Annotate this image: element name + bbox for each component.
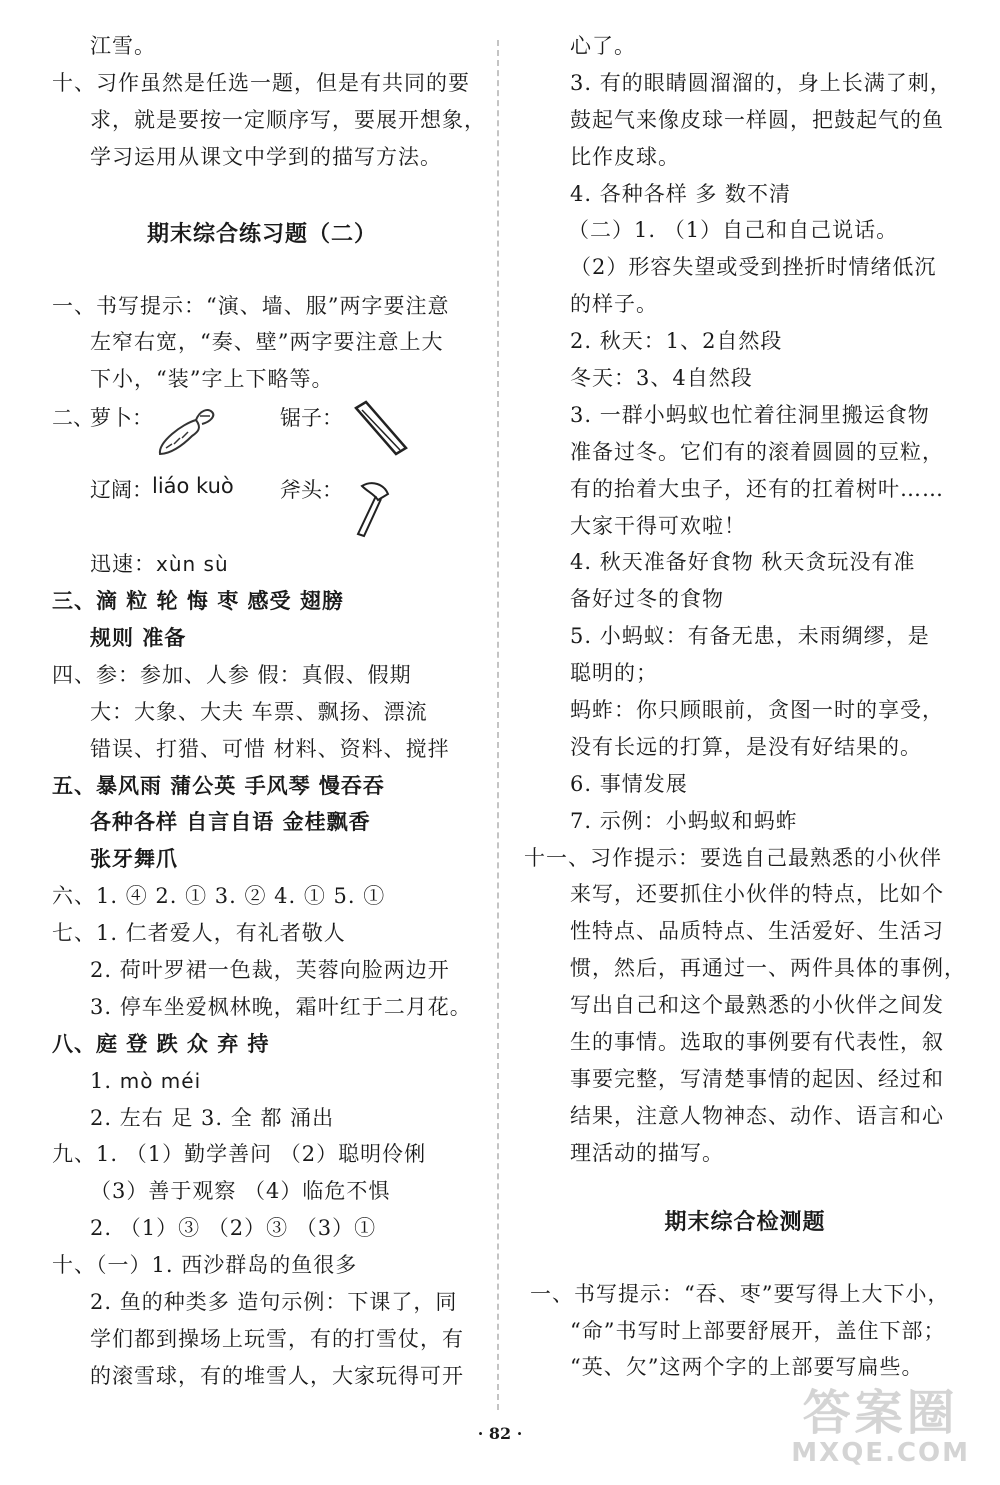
section-title-practice-2: 期末综合练习题（二） xyxy=(146,221,377,247)
part2-line: 4. 秋天准备好食物 秋天贪玩没有准 xyxy=(570,550,916,575)
final-item1-line: “命”书写时上部要舒展开，盖住下部； xyxy=(570,1318,946,1343)
section-title-final-test: 期末综合检测题 xyxy=(664,1209,826,1235)
right-continuation-line: 心了。 xyxy=(570,34,636,58)
item10-line: 求，就是要按一定顺序写，要展开想象， xyxy=(90,107,486,132)
part2-line: 2. 秋天：1、2自然段 xyxy=(570,329,783,354)
item11-line: 事要完整，写清楚事情的起因、经过和 xyxy=(570,1066,944,1091)
item4-line: 四、参：参加、人参 假：真假、假期 xyxy=(52,662,412,687)
part2-line: 5. 小蚂蚁：有备无患，未雨绸缪，是 xyxy=(570,624,930,649)
part2-line: 没有长远的打算，是没有好结果的。 xyxy=(570,734,922,759)
item11-line: 写出自己和这个最熟悉的小伙伴之间发 xyxy=(570,993,944,1018)
column-divider xyxy=(497,40,499,1410)
item9-line: 九、1. （1）勤学善问 （2）聪明伶俐 xyxy=(52,1142,427,1167)
part2-line: 冬天：3、4自然段 xyxy=(570,366,753,391)
left-continuation-line: 江雪。 xyxy=(90,34,156,58)
item10b-line: 2. 鱼的种类多 造句示例：下课了，同 xyxy=(90,1290,458,1315)
final-item1-line: “英、欠”这两个字的上部要写扁些。 xyxy=(570,1355,924,1380)
item5-line: 张牙舞爪 xyxy=(90,846,178,872)
item6-line: 六、1. ④ 2. ① 3. ② 4. ① 5. ① xyxy=(52,884,386,909)
item7-line: 七、1. 仁者爱人，有礼者敬人 xyxy=(52,921,346,946)
item1-line: 左窄右宽，“奏、壁”两字要注意上大 xyxy=(90,330,444,355)
saw-drawing-icon xyxy=(350,398,412,458)
item3-4-line: 鼓起气来像皮球一样圆，把鼓起气的鱼 xyxy=(570,107,944,132)
item1-line: 一、书写提示：“演、墙、服”两字要注意 xyxy=(52,293,450,318)
left-column xyxy=(52,28,486,1395)
item11-line: 惯，然后，再通过一、两件具体的事例， xyxy=(570,956,966,981)
item8-pinyin: mò méi xyxy=(119,1068,202,1093)
item10-line: 学习运用从课文中学到的描写方法。 xyxy=(90,144,442,169)
item11-line: 生的事情。选取的事例要有代表性，叙 xyxy=(570,1030,944,1055)
part2-line: 备好过冬的食物 xyxy=(570,587,724,612)
saw-label: 锯子： xyxy=(280,406,343,431)
quick-label: 迅速： xyxy=(90,552,156,577)
item2-tools-block xyxy=(52,398,472,546)
item3-line: 规则 准备 xyxy=(90,625,187,651)
final-item1-line: 一、书写提示：“吞、枣”要写得上大下小， xyxy=(530,1281,950,1306)
item11-line: 来写，还要抓住小伙伴的特点，比如个 xyxy=(570,882,944,907)
item10b-line: 学们都到操场上玩雪，有的打雪仗，有 xyxy=(90,1326,464,1351)
item10-line: 十、习作虽然是任选一题，但是有共同的要 xyxy=(52,70,470,95)
item5-line: 各种各样 自言自语 金桂飘香 xyxy=(90,809,371,835)
part2-line: （2）形容失望或受到挫折时情绪低沉 xyxy=(570,255,937,280)
item2-prefix: 二、 xyxy=(52,406,94,431)
part2-line: 6. 事情发展 xyxy=(570,771,688,796)
item11-line: 结果，注意人物神态、动作、语言和心 xyxy=(570,1103,944,1128)
radish-drawing-icon xyxy=(152,402,222,460)
item3-4-line: 4. 各种各样 多 数不清 xyxy=(570,181,792,206)
item11-line: 性特点、品质特点、生活爱好、生活习 xyxy=(570,919,944,944)
vast-label: 辽阔： xyxy=(90,478,153,503)
right-column xyxy=(524,28,966,1386)
item7-line: 2. 荷叶罗裙一色裁，芙蓉向脸两边开 xyxy=(90,958,450,983)
item8-pinyin-prefix: 1. xyxy=(90,1068,120,1093)
part2-line: 聪明的； xyxy=(570,661,658,686)
vast-pinyin: liáo kuò xyxy=(152,474,234,499)
part2-line: 准备过冬。它们有的滚着圆圆的豆粒， xyxy=(570,439,944,464)
axe-label: 斧头： xyxy=(280,478,343,503)
page-number: · 82 · xyxy=(477,1424,523,1443)
part2-line: 的样子。 xyxy=(570,292,658,317)
part2-line: 有的抬着大虫子，还有的扛着树叶…… xyxy=(570,476,944,501)
item10b-line: 的滚雪球，有的堆雪人，大家玩得可开 xyxy=(90,1363,464,1388)
item10b-line: 十、（一）1. 西沙群岛的鱼很多 xyxy=(52,1253,358,1278)
item11-line: 理活动的描写。 xyxy=(570,1140,724,1165)
part2-line: 大家干得可欢啦！ xyxy=(570,513,746,538)
part2-line: 7. 示例：小蚂蚁和蚂蚱 xyxy=(570,808,798,833)
item8-line: 2. 左右 足 3. 全 都 涌出 xyxy=(90,1105,335,1130)
watermark-bottom: MXQE.COM xyxy=(791,1438,970,1468)
item3-4-line: 比作皮球。 xyxy=(570,144,680,169)
item9-line: （3）善于观察 （4）临危不惧 xyxy=(90,1179,391,1204)
item3-line: 三、滴 粒 轮 悔 枣 感受 翅膀 xyxy=(52,588,344,614)
part2-line: 3. 一群小蚂蚁也忙着往洞里搬运食物 xyxy=(570,402,930,427)
item5-line: 五、暴风雨 蒲公英 手风琴 慢吞吞 xyxy=(52,772,385,798)
item8-line: 八、庭 登 跌 众 弃 持 xyxy=(52,1030,270,1056)
item4-line: 大：大象、大夫 车票、飘扬、漂流 xyxy=(90,699,428,724)
item11-line: 十一、习作提示：要选自己最熟悉的小伙伴 xyxy=(524,845,942,870)
item8-pinyin-line xyxy=(52,1063,472,1100)
item4-line: 错误、打猎、可惜 材料、资料、搅拌 xyxy=(90,736,450,761)
part2-line: （二）1. （1）自己和自己说话。 xyxy=(568,218,899,243)
site-watermark xyxy=(791,1387,970,1467)
item9-line: 2. （1）③ （2）③ （3）① xyxy=(90,1216,377,1241)
radish-label: 萝卜： xyxy=(90,406,153,431)
item3-4-line: 3. 有的眼睛圆溜溜的，身上长满了刺， xyxy=(570,70,952,95)
item7-line: 3. 停车坐爱枫林晚，霜叶红于二月花。 xyxy=(90,994,472,1019)
quick-pinyin: xùn sù xyxy=(156,552,229,577)
quick-line xyxy=(52,546,472,583)
axe-drawing-icon xyxy=(350,478,400,540)
item1-line: 下小，“装”字上下略等。 xyxy=(90,367,334,392)
part2-line: 蚂蚱：你只顾眼前，贪图一时的享受， xyxy=(570,698,944,723)
watermark-top: 答案圈 xyxy=(802,1385,959,1441)
